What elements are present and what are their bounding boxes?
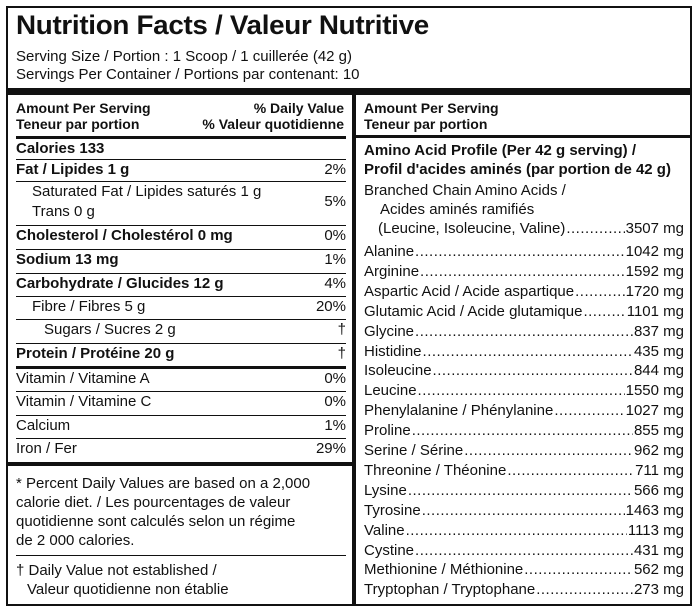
servings-per-container: Servings Per Container / Portions par contenant: 10	[16, 66, 360, 83]
leader-dots	[566, 219, 624, 239]
amino-acid-name: Histidine	[364, 342, 422, 360]
amino-acid-row	[364, 580, 684, 600]
amino-profile-title-en: Amino Acid Profile (Per 42 g serving) /	[364, 142, 637, 159]
amino-acid-name: Methionine / Méthionine	[364, 561, 524, 579]
dagger-footnote	[16, 561, 346, 599]
leader-dots	[412, 421, 633, 441]
vitamin-a-label: Vitamin / Vitamine A	[16, 370, 150, 387]
amino-acid-name: Threonine / Théonine	[364, 461, 507, 479]
amount-per-serving-fr: Teneur par portion	[16, 116, 140, 132]
vitamin-c-dv: 0%	[324, 393, 346, 410]
fat-label: Fat / Lipides 1 g	[16, 161, 130, 178]
cholesterol-row	[16, 225, 346, 246]
sodium-row	[16, 249, 346, 270]
leader-dots	[420, 262, 625, 282]
amino-acid-name: Lysine	[364, 481, 407, 499]
amino-acid-row	[364, 441, 684, 461]
nutrients-column	[8, 95, 352, 604]
right-header	[364, 100, 682, 132]
amino-acid-value: 962 mg	[633, 442, 684, 459]
saturated-fat-dv: 5%	[324, 193, 346, 210]
iron-row	[16, 438, 346, 459]
amino-acid-name: Serine / Sérine	[364, 442, 464, 459]
amino-acid-row	[364, 481, 684, 501]
saturated-fat-label: Saturated Fat / Lipides saturés 1 g	[32, 183, 262, 200]
footnote-line: † Daily Value not established /	[16, 562, 217, 579]
saturated-fat-row	[16, 181, 346, 222]
leader-dots	[554, 401, 624, 421]
daily-value-en: % Daily Value	[253, 100, 344, 116]
amino-acid-row	[364, 521, 684, 541]
amino-acid-value: 431 mg	[633, 541, 684, 559]
amount-per-serving-en: Amount Per Serving	[16, 100, 151, 116]
amino-acid-row	[364, 381, 684, 401]
vitamin-a-dv: 0%	[324, 370, 346, 387]
amino-acid-row	[364, 322, 684, 342]
leader-dots	[415, 541, 633, 561]
sugars-dv: †	[337, 321, 346, 338]
leader-dots	[406, 521, 627, 541]
amino-acid-row	[364, 242, 684, 262]
amount-per-serving-en: Amount Per Serving	[364, 100, 499, 116]
amino-acid-value: 855 mg	[633, 422, 684, 440]
leader-dots	[583, 302, 625, 322]
protein-row	[16, 343, 346, 364]
protein-label: Protein / Protéine 20 g	[16, 345, 175, 362]
amino-acid-row	[364, 560, 684, 580]
amino-acid-row	[364, 541, 684, 561]
vitamin-a-row	[16, 366, 346, 389]
amount-per-serving-fr: Teneur par portion	[364, 116, 488, 132]
amino-acid-value: 1463 mg	[625, 501, 684, 519]
sugars-row	[16, 319, 346, 340]
calcium-dv: 1%	[324, 417, 346, 434]
amino-acid-name: Alanine	[364, 243, 415, 260]
bcaa-value: 3507 mg	[625, 220, 684, 237]
amino-acid-name: Arginine	[364, 262, 420, 280]
carbohydrate-row	[16, 273, 346, 294]
serving-size: Serving Size / Portion : 1 Scoop / 1 cuillerée (42 g)	[16, 48, 353, 65]
fibre-dv: 20%	[315, 298, 346, 315]
footnote-line: calorie diet. / Les pourcentages de valeur	[16, 494, 291, 511]
nutrition-label	[6, 6, 692, 606]
amino-acid-value: 1720 mg	[625, 282, 684, 300]
leader-dots	[536, 580, 633, 600]
calcium-label: Calcium	[16, 417, 71, 434]
amino-acid-row	[364, 501, 684, 521]
trans-fat-label: Trans 0 g	[32, 203, 95, 220]
amino-acid-name: Cystine	[364, 541, 415, 559]
bcaa-line: Branched Chain Amino Acids /	[364, 182, 566, 199]
amino-acid-value: 566 mg	[633, 481, 684, 499]
bcaa-line: (Leucine, Isoleucine, Valine)	[378, 220, 566, 237]
amino-profile-title-fr: Profil d'acides aminés (par portion de 42 g)	[364, 161, 671, 178]
leader-dots	[464, 441, 633, 461]
leader-dots	[415, 322, 633, 342]
protein-dv: †	[337, 345, 346, 362]
calories-label: Calories 133	[16, 140, 105, 157]
amino-profile-header	[364, 141, 684, 179]
fat-dv: 2%	[324, 161, 346, 178]
amino-acid-name: Isoleucine	[364, 362, 432, 380]
amino-acid-column	[356, 95, 690, 604]
amino-acid-value: 844 mg	[633, 362, 684, 380]
bcaa-label	[364, 181, 684, 219]
sodium-label: Sodium 13 mg	[16, 251, 119, 268]
right-header-rule	[356, 135, 690, 138]
amino-acid-value: 711 mg	[635, 461, 684, 479]
amino-acid-row	[364, 282, 684, 302]
amino-acid-value: 562 mg	[633, 561, 684, 579]
daily-value-fr: % Valeur quotidienne	[202, 116, 344, 132]
top-thick-rule	[8, 88, 690, 95]
leader-dots	[408, 481, 633, 501]
amino-acid-value: 837 mg	[633, 322, 684, 340]
daily-value-footnote	[16, 474, 346, 550]
amino-acid-name: Proline	[364, 422, 411, 440]
daily-value-header	[202, 100, 344, 132]
amino-acid-value: 1550 mg	[625, 382, 684, 400]
amino-acid-name: Tyrosine	[364, 501, 421, 519]
amino-acid-name: Valine	[364, 521, 405, 539]
amino-acid-name: Tryptophan / Tryptophane	[364, 581, 536, 599]
amino-acid-name: Leucine	[364, 382, 417, 400]
carbohydrate-dv: 4%	[324, 275, 346, 292]
sodium-dv: 1%	[324, 251, 346, 268]
leader-dots	[507, 461, 634, 481]
amino-acid-name: Phenylalanine / Phénylanine	[364, 402, 554, 420]
vitamin-c-label: Vitamin / Vitamine C	[16, 393, 152, 410]
amino-acid-name: Glycine	[364, 322, 415, 340]
amino-acid-value: 1113 mg	[627, 521, 684, 539]
iron-dv: 29%	[315, 440, 346, 457]
leader-dots	[423, 342, 633, 362]
amino-acid-row	[364, 302, 684, 322]
amino-acid-row	[364, 401, 684, 421]
leader-dots	[418, 381, 625, 401]
calcium-row	[16, 415, 346, 436]
amino-acid-row	[364, 361, 684, 381]
fat-row	[16, 159, 346, 180]
footnote-line: de 2 000 calories.	[16, 532, 135, 549]
footnote-thick-rule	[8, 462, 352, 466]
amino-acid-row	[364, 342, 684, 362]
bcaa-row	[364, 219, 684, 239]
footnote-divider	[16, 555, 346, 556]
sugars-label: Sugars / Sucres 2 g	[44, 321, 176, 338]
amino-acid-value: 1101 mg	[626, 302, 684, 320]
amino-acid-value: 1027 mg	[625, 402, 684, 420]
fibre-row	[16, 296, 346, 317]
amino-acid-name: Glutamic Acid / Acide glutamique	[364, 302, 583, 320]
leader-dots	[415, 242, 625, 262]
footnote-line: quotidienne sont calculés selon un régime	[16, 513, 296, 530]
fibre-label: Fibre / Fibres 5 g	[32, 298, 146, 315]
leader-dots	[433, 361, 633, 381]
leader-dots	[575, 282, 625, 302]
amino-acid-value: 1592 mg	[625, 262, 684, 280]
amino-acid-value: 1042 mg	[625, 243, 684, 260]
calories-row	[16, 136, 346, 159]
amino-acid-row	[364, 421, 684, 441]
leader-dots	[524, 560, 633, 580]
vitamin-c-row	[16, 391, 346, 412]
amino-acid-row	[364, 262, 684, 282]
label-title: Nutrition Facts / Valeur Nutritive	[16, 10, 429, 40]
leader-dots	[422, 501, 625, 521]
cholesterol-dv: 0%	[324, 227, 346, 244]
bcaa-line: Acides aminés ramifiés	[380, 201, 535, 218]
amino-acid-value: 435 mg	[633, 342, 684, 360]
iron-label: Iron / Fer	[16, 440, 77, 457]
amino-acid-value: 273 mg	[633, 581, 684, 599]
carbohydrate-label: Carbohydrate / Glucides 12 g	[16, 275, 224, 292]
amino-acid-row	[364, 461, 684, 481]
footnote-line: Valeur quotidienne non établie	[27, 581, 229, 598]
amino-acid-name: Aspartic Acid / Acide aspartique	[364, 282, 575, 300]
footnote-line: * Percent Daily Values are based on a 2,000	[16, 475, 311, 492]
left-header	[16, 100, 344, 132]
cholesterol-label: Cholesterol / Cholestérol 0 mg	[16, 227, 233, 244]
